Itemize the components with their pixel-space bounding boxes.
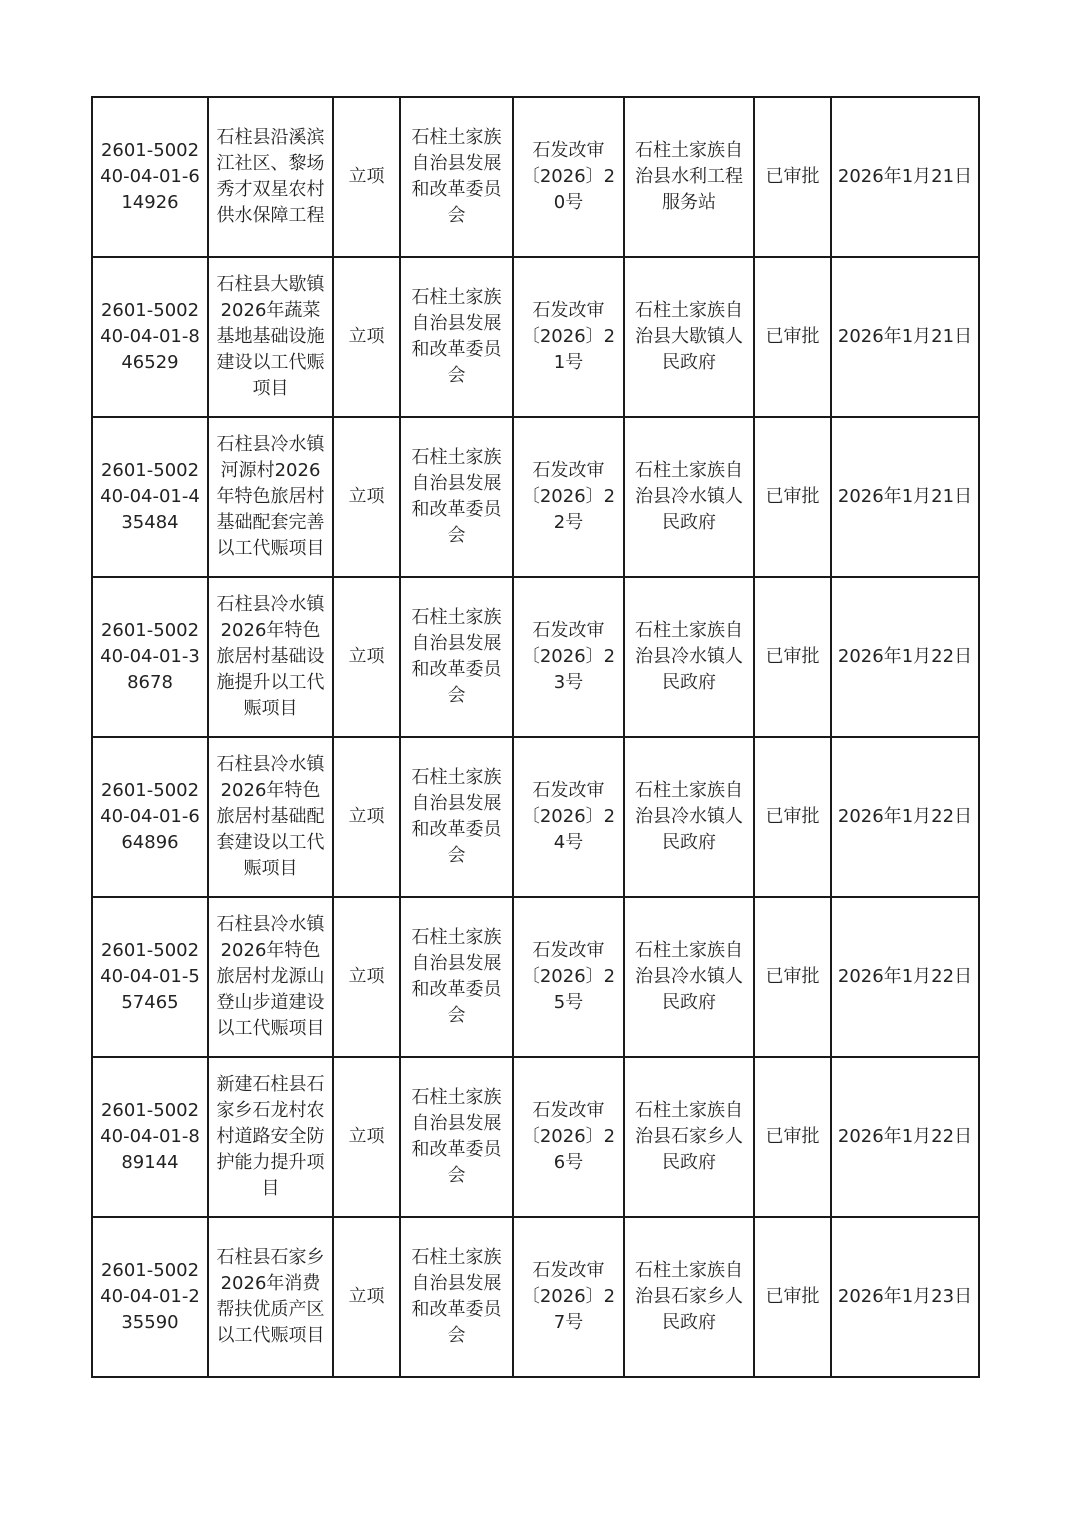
table-row <box>92 1217 979 1377</box>
project-name-cell: 石柱县沿溪滨江社区、黎场秀才双星农村供水保障工程 <box>208 97 333 257</box>
project-unit-cell: 石柱土家族自治县冷水镇人民政府 <box>624 737 754 897</box>
status-cell: 已审批 <box>754 577 831 737</box>
approving-dept-cell: 石柱土家族自治县发展和改革委员会 <box>400 97 513 257</box>
project-name-cell: 石柱县冷水镇2026年特色旅居村基础设施提升以工代赈项目 <box>208 577 333 737</box>
project-name-cell: 石柱县冷水镇河源村2026年特色旅居村基础配套完善以工代赈项目 <box>208 417 333 577</box>
table-row <box>92 1057 979 1217</box>
item-type-cell: 立项 <box>333 417 400 577</box>
document-number-cell: 石发改审〔2026〕20号 <box>513 97 624 257</box>
item-type-cell: 立项 <box>333 897 400 1057</box>
project-code-cell: 2601-500240-04-01-664896 <box>92 737 208 897</box>
project-name-cell: 石柱县大歇镇2026年蔬菜基地基础设施建设以工代赈项目 <box>208 257 333 417</box>
item-type-cell: 立项 <box>333 737 400 897</box>
project-unit-cell: 石柱土家族自治县水利工程服务站 <box>624 97 754 257</box>
project-code-cell: 2601-500240-04-01-557465 <box>92 897 208 1057</box>
approving-dept-cell: 石柱土家族自治县发展和改革委员会 <box>400 1057 513 1217</box>
document-number-cell: 石发改审〔2026〕26号 <box>513 1057 624 1217</box>
project-unit-cell: 石柱土家族自治县石家乡人民政府 <box>624 1057 754 1217</box>
project-unit-cell: 石柱土家族自治县大歇镇人民政府 <box>624 257 754 417</box>
table-row <box>92 897 979 1057</box>
document-number-cell: 石发改审〔2026〕25号 <box>513 897 624 1057</box>
date-cell: 2026年1月22日 <box>831 897 979 1057</box>
project-code-cell: 2601-500240-04-01-435484 <box>92 417 208 577</box>
approval-table <box>91 96 980 1378</box>
project-code-cell: 2601-500240-04-01-235590 <box>92 1217 208 1377</box>
project-code-cell: 2601-500240-04-01-889144 <box>92 1057 208 1217</box>
status-cell: 已审批 <box>754 97 831 257</box>
document-number-cell: 石发改审〔2026〕21号 <box>513 257 624 417</box>
table-body <box>92 97 979 1377</box>
project-code-cell: 2601-500240-04-01-38678 <box>92 577 208 737</box>
status-cell: 已审批 <box>754 1057 831 1217</box>
status-cell: 已审批 <box>754 737 831 897</box>
project-name-cell: 新建石柱县石家乡石龙村农村道路安全防护能力提升项目 <box>208 1057 333 1217</box>
date-cell: 2026年1月22日 <box>831 1057 979 1217</box>
approving-dept-cell: 石柱土家族自治县发展和改革委员会 <box>400 417 513 577</box>
project-code-cell: 2601-500240-04-01-846529 <box>92 257 208 417</box>
date-cell: 2026年1月21日 <box>831 97 979 257</box>
document-number-cell: 石发改审〔2026〕27号 <box>513 1217 624 1377</box>
approving-dept-cell: 石柱土家族自治县发展和改革委员会 <box>400 897 513 1057</box>
item-type-cell: 立项 <box>333 577 400 737</box>
project-name-cell: 石柱县冷水镇2026年特色旅居村基础配套建设以工代赈项目 <box>208 737 333 897</box>
item-type-cell: 立项 <box>333 97 400 257</box>
approving-dept-cell: 石柱土家族自治县发展和改革委员会 <box>400 737 513 897</box>
date-cell: 2026年1月21日 <box>831 417 979 577</box>
document-number-cell: 石发改审〔2026〕23号 <box>513 577 624 737</box>
date-cell: 2026年1月22日 <box>831 577 979 737</box>
table-row <box>92 417 979 577</box>
document-number-cell: 石发改审〔2026〕24号 <box>513 737 624 897</box>
table-row <box>92 577 979 737</box>
status-cell: 已审批 <box>754 1217 831 1377</box>
status-cell: 已审批 <box>754 897 831 1057</box>
status-cell: 已审批 <box>754 257 831 417</box>
date-cell: 2026年1月21日 <box>831 257 979 417</box>
project-name-cell: 石柱县石家乡2026年消费帮扶优质产区以工代赈项目 <box>208 1217 333 1377</box>
project-unit-cell: 石柱土家族自治县冷水镇人民政府 <box>624 897 754 1057</box>
approving-dept-cell: 石柱土家族自治县发展和改革委员会 <box>400 257 513 417</box>
approving-dept-cell: 石柱土家族自治县发展和改革委员会 <box>400 1217 513 1377</box>
table-row <box>92 97 979 257</box>
table-row <box>92 737 979 897</box>
item-type-cell: 立项 <box>333 257 400 417</box>
approving-dept-cell: 石柱土家族自治县发展和改革委员会 <box>400 577 513 737</box>
project-unit-cell: 石柱土家族自治县冷水镇人民政府 <box>624 417 754 577</box>
project-name-cell: 石柱县冷水镇2026年特色旅居村龙源山登山步道建设以工代赈项目 <box>208 897 333 1057</box>
item-type-cell: 立项 <box>333 1217 400 1377</box>
table-row <box>92 257 979 417</box>
item-type-cell: 立项 <box>333 1057 400 1217</box>
status-cell: 已审批 <box>754 417 831 577</box>
date-cell: 2026年1月23日 <box>831 1217 979 1377</box>
project-code-cell: 2601-500240-04-01-614926 <box>92 97 208 257</box>
document-number-cell: 石发改审〔2026〕22号 <box>513 417 624 577</box>
project-unit-cell: 石柱土家族自治县石家乡人民政府 <box>624 1217 754 1377</box>
date-cell: 2026年1月22日 <box>831 737 979 897</box>
project-unit-cell: 石柱土家族自治县冷水镇人民政府 <box>624 577 754 737</box>
